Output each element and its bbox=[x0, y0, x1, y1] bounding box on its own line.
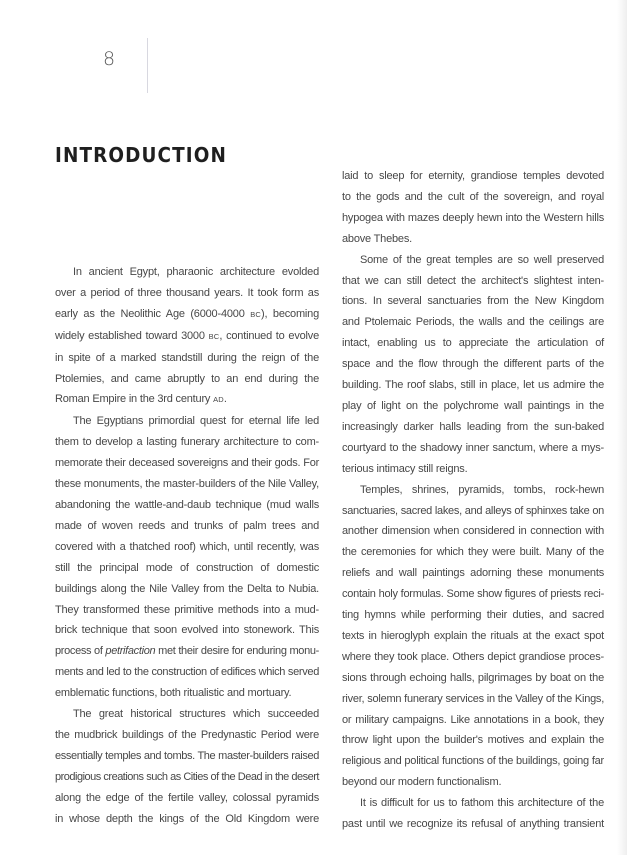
paragraph-4 bbox=[342, 793, 604, 835]
folio-divider bbox=[147, 38, 148, 93]
text-line: river, solemn funerary services in the Valley of the Kings, bbox=[342, 692, 604, 705]
text-line: memorate their deceased sovereigns and their gods. For bbox=[55, 457, 319, 470]
text-line: buildings along the Nile Valley from the Delta to Nubia. bbox=[55, 582, 319, 595]
paragraph-1 bbox=[55, 262, 319, 411]
era-abbreviation: BC bbox=[208, 331, 220, 341]
text-line: reliefs and wall paintings adorning these monuments bbox=[342, 567, 604, 580]
text-line: where they took place. Others depict grandiose proces- bbox=[342, 650, 604, 663]
era-abbreviation: BC bbox=[250, 309, 262, 319]
left-column bbox=[55, 262, 319, 829]
text-line: In ancient Egypt, pharaonic architecture evolded bbox=[73, 266, 319, 278]
text-line: in whose depth the kings of the Old Kingdom were bbox=[55, 812, 319, 825]
text-line: brick technique that soon evolved into stonework. This bbox=[55, 624, 319, 637]
text-span: , continued to evolve bbox=[219, 329, 319, 342]
text-line: to the gods and the cult of the sovereign, and royal bbox=[342, 190, 604, 203]
text-span: Roman Empire in the 3rd century bbox=[55, 393, 214, 406]
text-line: and Ptolemaic Periods, the walls and the ceilings are bbox=[342, 316, 604, 329]
right-column bbox=[342, 166, 604, 835]
text-line: still the principal mode of construction of domestic bbox=[55, 561, 319, 574]
text-line: the ceremonies for which they were built. Many of the bbox=[342, 546, 604, 559]
text-line: sanctuaries, sacred lakes, and alleys of sphinxes take on bbox=[342, 504, 604, 517]
paragraph-1 bbox=[342, 166, 604, 250]
text-line: abandoning the wattle-and-daub technique (mud walls bbox=[55, 498, 319, 511]
text-line: increasingly darker halls leading from the sun-baked bbox=[342, 420, 604, 433]
text-line: laid to sleep for eternity, grandiose temples devoted bbox=[342, 170, 604, 182]
text-line: over a period of three thousand years. It took form as bbox=[55, 286, 319, 299]
text-span: . bbox=[223, 393, 227, 406]
text-line: the mudbrick buildings of the Predynastic Period were bbox=[55, 728, 319, 741]
text-line: along the edge of the fertile valley, colossal pyramids bbox=[55, 791, 319, 804]
text-span: met their desire for enduring monu- bbox=[155, 645, 319, 658]
text-line: The Egyptians primordial quest for eternal life led bbox=[73, 415, 319, 428]
text-span: widely established toward 3000 bbox=[55, 329, 209, 342]
text-span: early as the Neolithic Age (6000-4000 bbox=[55, 307, 251, 320]
text-line: that we can still detect the architect's slightest inten- bbox=[342, 274, 604, 287]
text-line: They transformed these primitive methods into a mud- bbox=[55, 603, 319, 616]
text-line: space and the flow through the different parts of the bbox=[342, 358, 604, 371]
text-line: ments and led to the construction of edifices which served bbox=[55, 666, 319, 679]
text-line: play of light on the polychrome wall paintings in the bbox=[342, 399, 604, 412]
text-line: made of woven reeds and trunks of palm trees and bbox=[55, 519, 319, 532]
text-line: these monuments, the master-builders of the Nile Valley, bbox=[55, 478, 319, 491]
text-line: religious and political functions of the buildings, going far bbox=[342, 755, 604, 768]
text-line: them to develop a lasting funerary architecture to com- bbox=[55, 436, 319, 449]
text-line: essentially temples and tombs. The master-builders raised bbox=[55, 749, 319, 762]
text-line: Temples, shrines, pyramids, tombs, rock-hewn bbox=[360, 483, 604, 496]
italic-term: petrifaction bbox=[105, 645, 156, 658]
paragraph-2 bbox=[342, 250, 604, 480]
text-line: building. The roof slabs, still in place, let us admire the bbox=[342, 379, 604, 392]
text-line bbox=[55, 389, 319, 411]
text-line: courtyard to the shadowy inner sanctum, where a mys- bbox=[342, 441, 604, 454]
text-line: sions through echoing halls, pilgrimages by boat on the bbox=[342, 671, 604, 684]
text-line: ting hymns while performing their duties, and sacred bbox=[342, 609, 604, 622]
text-span: ), becoming bbox=[261, 307, 319, 320]
text-line: throw light upon the builder's motives and explain the bbox=[342, 734, 604, 747]
era-abbreviation: AD bbox=[213, 395, 224, 405]
text-line: Ptolemies, and came abruptly to an end during the bbox=[55, 372, 319, 385]
text-line bbox=[55, 641, 319, 662]
page-number: 8 bbox=[102, 48, 116, 70]
text-line bbox=[55, 304, 319, 326]
text-line: above Thebes. bbox=[342, 232, 412, 245]
text-line: tions. In several sanctuaries from the New Kingdom bbox=[342, 295, 604, 308]
paragraph-3 bbox=[342, 480, 604, 794]
text-line: Some of the great temples are so well preserved bbox=[360, 253, 604, 266]
text-line: contain holy formulas. Some show figures of priests reci- bbox=[342, 588, 604, 601]
text-line: hypogea with mazes deeply hewn into the Western hills bbox=[342, 211, 604, 224]
page-edge-shadow bbox=[617, 0, 627, 855]
text-line: emblematic functions, both ritualistic and mortuary. bbox=[55, 687, 292, 700]
text-span: process of bbox=[55, 645, 106, 658]
text-line: terious intimacy still reigns. bbox=[342, 462, 468, 475]
text-line: past until we recognize its refusal of anything transient bbox=[342, 818, 604, 831]
text-line: The great historical structures which succeeded bbox=[73, 708, 319, 721]
text-line: in spite of a marked standstill during the reign of the bbox=[55, 351, 319, 364]
text-line: beyond our modern functionalism. bbox=[342, 776, 502, 789]
paragraph-3 bbox=[55, 704, 319, 829]
text-line: or military campaigns. Like annotations in a book, they bbox=[342, 713, 604, 726]
text-line: prodigious creations such as Cities of the Dead in the desert bbox=[55, 770, 319, 783]
chapter-title: INTRODUCTION bbox=[55, 143, 228, 167]
text-line: covered with a thatched roof) which, until recently, was bbox=[55, 540, 319, 553]
text-line: intact, enabling us to appreciate the articulation of bbox=[342, 337, 604, 350]
paragraph-2 bbox=[55, 411, 319, 704]
text-line: texts in hieroglyph explain the rituals at the exact spot bbox=[342, 629, 604, 642]
text-line bbox=[55, 326, 319, 348]
text-line: another dimension when considered in connection with bbox=[342, 525, 604, 538]
text-line: It is difficult for us to fathom this architecture of the bbox=[360, 797, 604, 810]
